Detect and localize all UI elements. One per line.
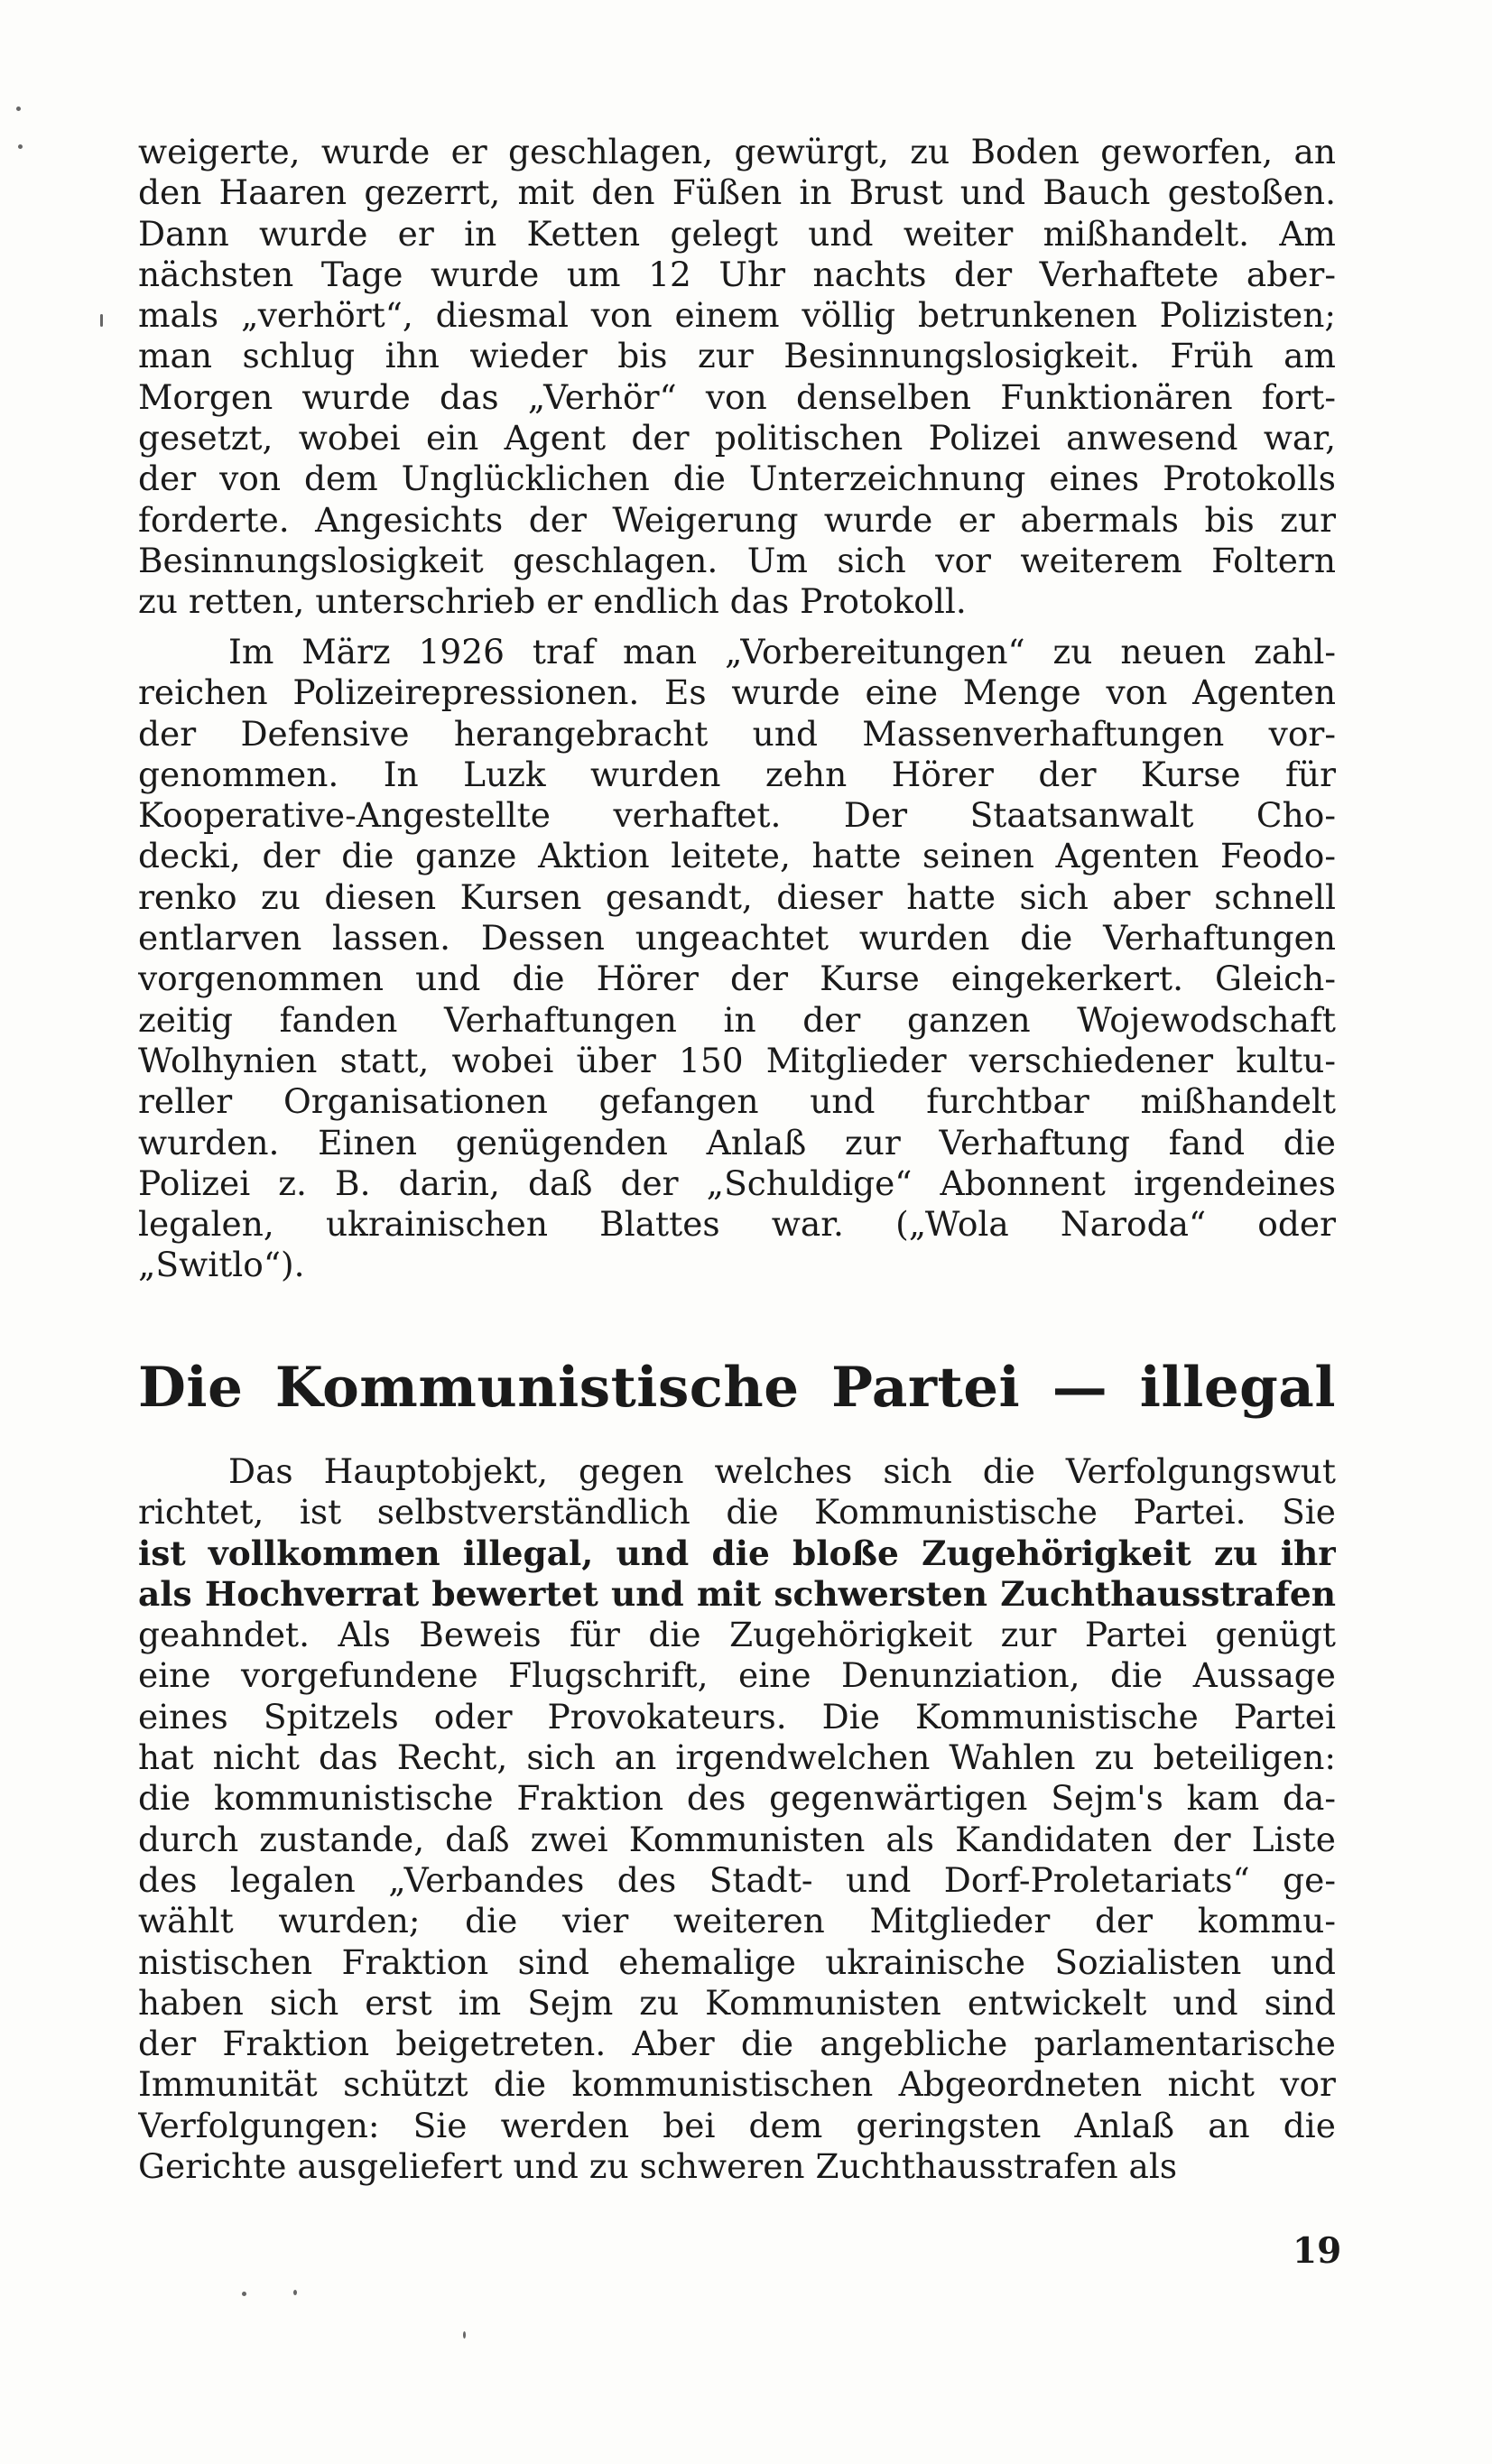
text-line-content: zu retten, unterschrieb er endlich das Protokoll. bbox=[138, 581, 967, 622]
text-line bbox=[138, 2146, 1336, 2187]
text-line-content: Gerichte ausgeliefert und zu schweren Zuchthausstrafen als bbox=[138, 2146, 1178, 2187]
text-line-content: vorgenommen und die Hörer der Kurse eingekerkert. Gleich- bbox=[138, 959, 1336, 999]
text-line-content: Immunität schützt die kommunistischen Abgeordneten nicht vor bbox=[138, 2064, 1336, 2105]
text-line bbox=[138, 1492, 1336, 1533]
text-line-content: die kommunistische Fraktion des gegenwärtigen Sejm's kam da- bbox=[138, 1778, 1336, 1819]
text-line bbox=[138, 377, 1336, 418]
text-line-content: geahndet. Als Beweis für die Zugehörigkeit zur Partei genügt bbox=[138, 1615, 1336, 1655]
text-line-content: Morgen wurde das „Verhör“ von denselben Funktionären fort- bbox=[138, 376, 1336, 417]
text-line bbox=[138, 836, 1336, 876]
text-line-content: gesetzt, wobei ein Agent der politischen Polizei anwesend war, bbox=[138, 418, 1336, 459]
text-line-content: Das Hauptobjekt, gegen welches sich die Verfolgungswut bbox=[228, 1451, 1336, 1491]
text-line bbox=[138, 632, 1336, 672]
text-line-content: weigerte, wurde er geschlagen, gewürgt, zu Boden geworfen, an bbox=[138, 132, 1336, 171]
text-line bbox=[138, 1901, 1336, 1941]
text-line-content: decki, der die ganze Aktion leitete, hatte seinen Agenten Feodo- bbox=[138, 836, 1336, 876]
text-line bbox=[138, 1860, 1336, 1901]
text-line bbox=[138, 877, 1336, 918]
text-line-content: renko zu diesen Kursen gesandt, dieser hatte sich aber schnell bbox=[138, 876, 1336, 917]
text-line-content: forderte. Angesichts der Weigerung wurde er abermals bis zur bbox=[138, 499, 1336, 540]
section-heading: Die Kommunistische Partei — illegal bbox=[138, 1356, 1336, 1420]
text-line bbox=[138, 1737, 1336, 1778]
scan-speck bbox=[463, 2331, 466, 2339]
text-line bbox=[138, 1245, 1336, 1285]
text-line bbox=[138, 714, 1336, 755]
text-line bbox=[138, 1000, 1336, 1041]
scan-speck bbox=[100, 314, 103, 327]
text-line-content: eines Spitzels oder Provokateurs. Die Kommunistische Partei bbox=[138, 1696, 1336, 1737]
scan-speck bbox=[293, 2290, 297, 2295]
text-line bbox=[138, 1204, 1336, 1245]
text-line bbox=[138, 1983, 1336, 2024]
text-line-content: der Fraktion beigetreten. Aber die angebliche parlamentarische bbox=[138, 2024, 1336, 2064]
paragraph-3 bbox=[138, 1451, 1336, 2187]
text-line-content: den Haaren gezerrt, mit den Füßen in Brust und Bauch gestoßen. bbox=[138, 172, 1336, 213]
text-line bbox=[138, 295, 1336, 336]
text-line-content: reller Organisationen gefangen und furchtbar mißhandelt bbox=[138, 1081, 1336, 1122]
paragraph-2 bbox=[138, 632, 1336, 1286]
text-line-content: Besinnungslosigkeit geschlagen. Um sich vor weiterem Foltern bbox=[138, 540, 1336, 580]
text-line bbox=[138, 336, 1336, 376]
text-line bbox=[138, 672, 1336, 713]
text-line bbox=[138, 1942, 1336, 1983]
text-line bbox=[138, 1615, 1336, 1655]
text-line-content: Kooperative-Angestellte verhaftet. Der Staatsanwalt Cho- bbox=[138, 795, 1336, 836]
text-line bbox=[138, 1820, 1336, 1860]
text-line-content: entlarven lassen. Dessen ungeachtet wurden die Verhaftungen bbox=[138, 918, 1336, 959]
text-line-content: ist vollkommen illegal, und die bloße Zugehörigkeit zu ihr bbox=[138, 1533, 1336, 1573]
text-line-content: nistischen Fraktion sind ehemalige ukrainische Sozialisten und bbox=[138, 1941, 1336, 1982]
text-line bbox=[138, 459, 1336, 499]
text-line bbox=[138, 2024, 1336, 2064]
text-line bbox=[138, 2106, 1336, 2146]
text-line bbox=[138, 1697, 1336, 1737]
text-line-content: haben sich erst im Sejm zu Kommunisten entwickelt und sind bbox=[138, 1982, 1336, 2023]
text-line-content: nächsten Tage wurde um 12 Uhr nachts der Verhaftete aber- bbox=[138, 254, 1336, 294]
scan-speck bbox=[242, 2292, 246, 2296]
text-line-content: genommen. In Luzk wurden zehn Hörer der Kurse für bbox=[138, 754, 1336, 794]
text-line bbox=[138, 132, 1336, 172]
text-line-content: richtet, ist selbstverständlich die Kommunistische Partei. Sie bbox=[138, 1492, 1336, 1533]
text-line bbox=[138, 1163, 1336, 1204]
text-line-content: Verfolgungen: Sie werden bei dem geringsten Anlaß an die bbox=[138, 2105, 1336, 2145]
text-line bbox=[138, 755, 1336, 795]
text-line-content: reichen Polizeirepressionen. Es wurde eine Menge von Agenten bbox=[138, 672, 1336, 713]
text-line bbox=[138, 1574, 1336, 1615]
text-line bbox=[138, 1041, 1336, 1081]
text-line-content: Wolhynien statt, wobei über 150 Mitglieder verschiedener kultu- bbox=[138, 1040, 1336, 1080]
text-line-content: durch zustande, daß zwei Kommunisten als Kandidaten der Liste bbox=[138, 1819, 1336, 1859]
text-line-content: zeitig fanden Verhaftungen in der ganzen Wojewodschaft bbox=[138, 999, 1336, 1040]
text-line bbox=[138, 959, 1336, 999]
text-line-content: eine vorgefundene Flugschrift, eine Denunziation, die Aussage bbox=[138, 1655, 1336, 1696]
text-line-content: „Switlo“). bbox=[138, 1245, 305, 1285]
text-line-content: mals „verhört“, diesmal von einem völlig betrunkenen Polizisten; bbox=[138, 295, 1336, 336]
paragraph-1 bbox=[138, 132, 1336, 623]
text-line bbox=[138, 918, 1336, 959]
text-line-content: der von dem Unglücklichen die Unterzeichnung eines Protokolls bbox=[138, 459, 1336, 499]
text-line-content: wurden. Einen genügenden Anlaß zur Verhaftung fand die bbox=[138, 1122, 1336, 1163]
text-line bbox=[138, 255, 1336, 295]
text-line bbox=[138, 1081, 1336, 1122]
text-line-content: Im März 1926 traf man „Vorbereitungen“ zu neuen zahl- bbox=[228, 632, 1336, 672]
text-line-content: des legalen „Verbandes des Stadt- und Dorf-Proletariats“ ge- bbox=[138, 1859, 1336, 1900]
text-line bbox=[138, 795, 1336, 836]
text-line bbox=[138, 1778, 1336, 1819]
text-line bbox=[138, 541, 1336, 581]
text-line bbox=[138, 1123, 1336, 1163]
text-line bbox=[138, 500, 1336, 541]
page-number: 19 bbox=[1293, 2230, 1342, 2272]
text-line bbox=[138, 418, 1336, 459]
text-line-content: Dann wurde er in Ketten gelegt und weiter mißhandelt. Am bbox=[138, 213, 1336, 254]
text-line-content: Polizei z. B. darin, daß der „Schuldige“ Abonnent irgendeines bbox=[138, 1163, 1336, 1203]
text-line bbox=[138, 581, 1336, 622]
text-line-content: man schlug ihn wieder bis zur Besinnungslosigkeit. Früh am bbox=[138, 336, 1336, 376]
text-line bbox=[138, 172, 1336, 213]
text-line bbox=[138, 214, 1336, 255]
text-line-content: legalen, ukrainischen Blattes war. („Wola Naroda“ oder bbox=[138, 1204, 1336, 1245]
text-line bbox=[138, 1533, 1336, 1574]
text-line bbox=[138, 1451, 1336, 1492]
scan-speck bbox=[18, 144, 23, 149]
text-line bbox=[138, 2064, 1336, 2105]
text-line bbox=[138, 1655, 1336, 1696]
scan-speck bbox=[16, 107, 21, 111]
text-line-content: hat nicht das Recht, sich an irgendwelchen Wahlen zu beteiligen: bbox=[138, 1737, 1336, 1778]
text-line-content: der Defensive herangebracht und Massenverhaftungen vor- bbox=[138, 713, 1336, 754]
text-line-content: wählt wurden; die vier weiteren Mitglieder der kommu- bbox=[138, 1901, 1336, 1941]
text-line-content: als Hochverrat bewertet und mit schwersten Zuchthausstrafen bbox=[138, 1573, 1336, 1614]
